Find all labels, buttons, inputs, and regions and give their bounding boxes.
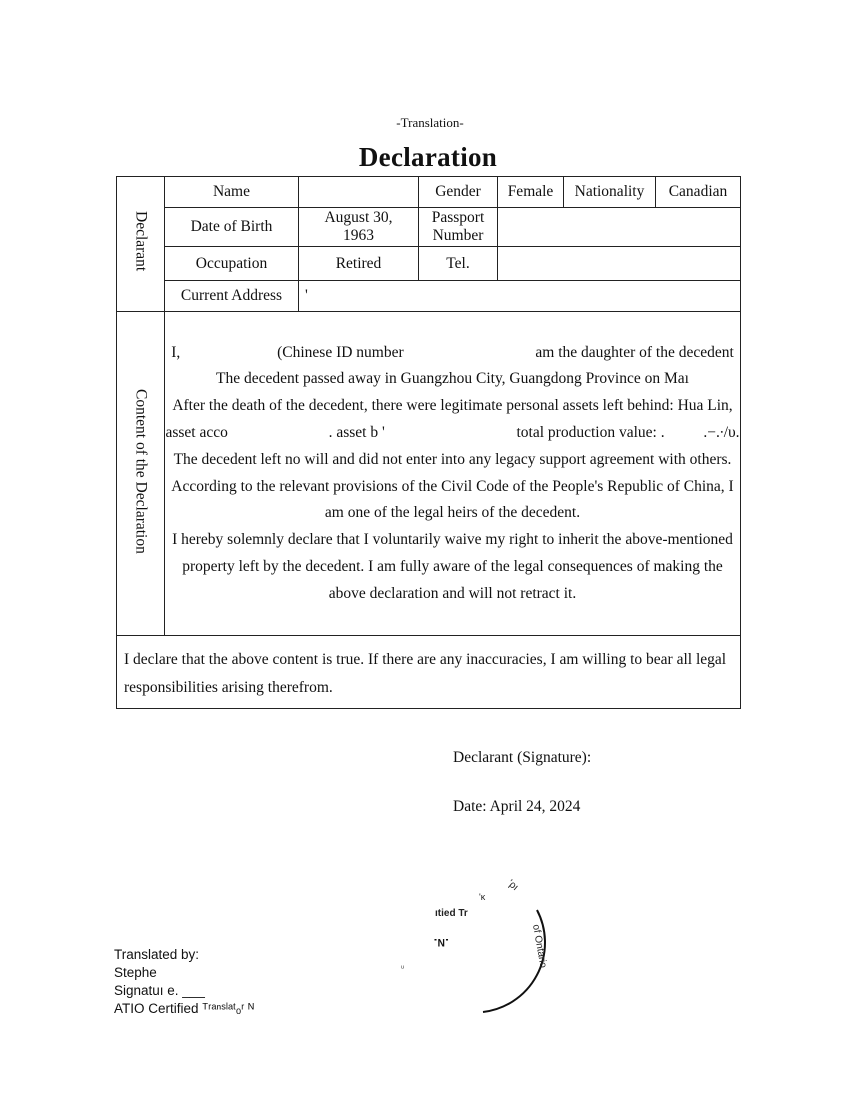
seal-text-1: ıtied Tr <box>435 908 468 919</box>
content-paragraph: I hereby solemnly declare that I voluntarily waive my right to inherit the above-mentioned property left by the decedent. I am fully aware of the legal consequences of making the above declaration and will not retract it. <box>172 531 733 602</box>
gender-label: Gender <box>419 177 498 208</box>
name-value <box>299 177 419 208</box>
content-paragraph: After the death of the decedent, there were legitimate personal assets left behind: Hua Lin, asset acco . asset b ' total production value: . .−.∙/υ. <box>165 397 740 441</box>
content-paragraph: I, (Chinese ID number am the daughter of the decedent The decedent passed away in Guangzhou City, Guangdong Province on Maı <box>171 343 792 388</box>
content-section-label: Content of the Declaration <box>132 388 150 554</box>
address-value: ' <box>299 281 741 312</box>
gender-value: Female <box>498 177 564 208</box>
translator-seal <box>395 870 555 1020</box>
translated-by-label: Translated by: <box>114 947 200 962</box>
seal-text-5: 'ᴋ <box>479 892 486 902</box>
content-section-label-cell <box>117 312 165 636</box>
seal-text-3: ˙ᴺ˙ <box>433 937 450 954</box>
declaration-date: Date: April 24, 2024 <box>453 798 581 815</box>
translator-certification: ATIO Certified ᵀʳᵃⁿˢˡᵃᵗₒʳ ᴺ <box>114 1001 254 1016</box>
nationality-value: Canadian <box>656 177 741 208</box>
tel-value <box>498 247 741 281</box>
seal-text-6: ᵤ <box>401 961 405 970</box>
dob-value-line2: 1963 <box>343 227 374 244</box>
content-body <box>165 312 792 636</box>
passport-value <box>498 208 741 247</box>
address-label: Current Address <box>165 281 299 312</box>
content-paragraph: The decedent left no will and did not enter into any legacy support agreement with others. According to the relevant provisions of the Civil Code of the People's Republic of China, I am one of the legal heirs of the decedent. <box>171 450 734 522</box>
document-title: Declaration <box>358 142 498 172</box>
nationality-label: Nationality <box>564 177 656 208</box>
seal-text-2: of Ontario <box>530 923 549 969</box>
declaration-table <box>116 176 792 709</box>
translator-signature: Signatuı e. ___ <box>114 983 205 998</box>
passport-label-line2: Number <box>432 227 484 244</box>
translation-subtitle: -Translation- <box>396 115 464 130</box>
passport-label-line1: Passport <box>431 209 485 227</box>
dob-value <box>299 208 419 247</box>
seal-text-4: ’ρı <box>505 877 521 894</box>
translator-name: Stephe <box>114 965 157 980</box>
translator-block <box>114 946 254 1018</box>
dob-label: Date of Birth <box>165 208 299 247</box>
declarant-signature-label: Declarant (Signature): <box>453 749 592 766</box>
passport-label <box>419 208 498 247</box>
declarant-section-label: Declarant <box>132 211 150 272</box>
declarant-section-label-cell <box>117 177 165 312</box>
occupation-value: Retired <box>299 247 419 281</box>
truth-statement: I declare that the above content is true. If there are any inaccuracies, I am willing to bear all legal responsibilities arising therefrom. <box>117 636 741 709</box>
tel-label: Tel. <box>419 247 498 281</box>
name-label: Name <box>165 177 299 208</box>
occupation-label: Occupation <box>165 247 299 281</box>
dob-value-line1: August 30, <box>324 209 393 227</box>
